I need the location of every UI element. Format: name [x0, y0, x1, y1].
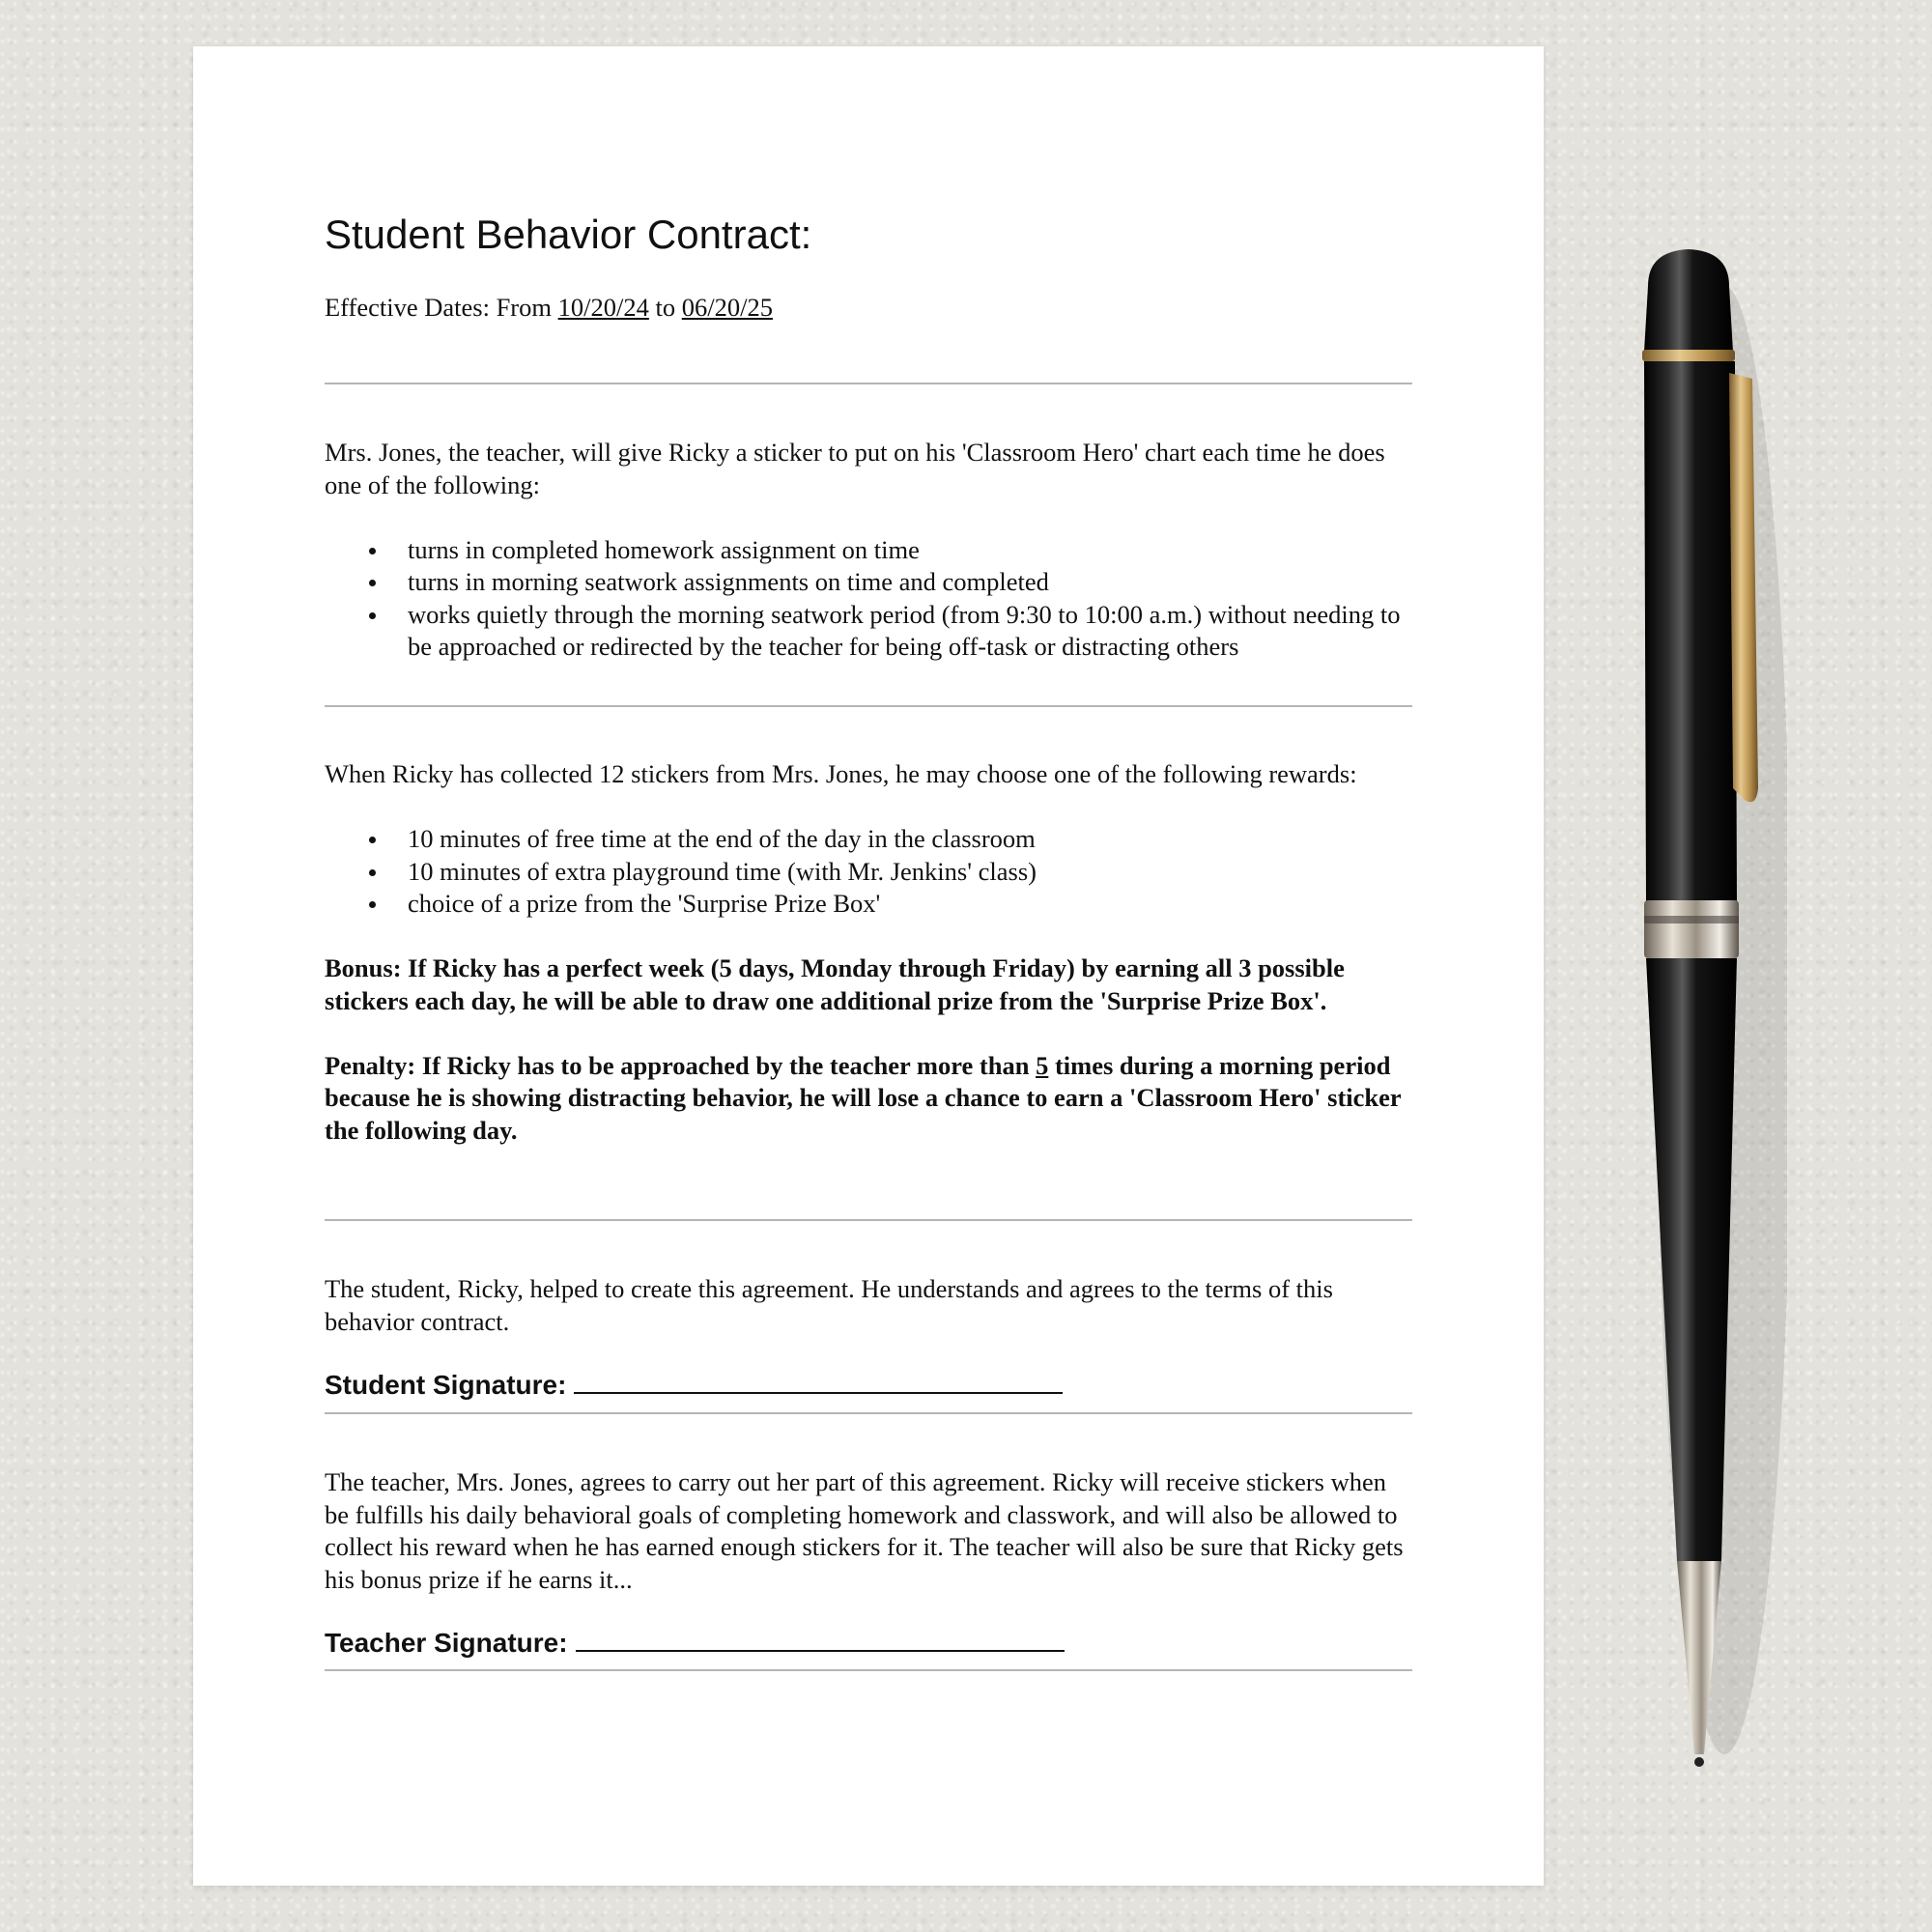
student-signature-label: Student Signature: — [325, 1370, 567, 1400]
penalty-text-after: times during a morning period because he is showing distracting behavior, he will lose a chance to earn a 'Classroom Hero' sticker the following day. — [325, 1050, 1402, 1145]
sticker-section — [325, 437, 1412, 664]
effective-date-from: 10/20/24 — [557, 293, 649, 322]
divider-2 — [325, 705, 1412, 707]
pen-icon — [1633, 247, 1787, 1783]
effective-dates — [325, 292, 773, 325]
divider-5 — [325, 1669, 1412, 1671]
divider-4 — [325, 1412, 1412, 1414]
list-item: works quietly through the morning seatwork period (from 9:30 to 10:00 a.m.) without needing to be approached or redirected by the teacher for being off-task or distracting others — [325, 599, 1412, 664]
penalty-paragraph — [325, 1050, 1412, 1148]
teacher-signature-row — [325, 1627, 1412, 1660]
penalty-text-before: Penalty: If Ricky has to be approached by the teacher more than — [325, 1050, 1037, 1080]
list-item: 10 minutes of extra playground time (with Mr. Jenkins' class) — [325, 856, 1412, 889]
rewards-list — [325, 823, 1412, 921]
list-item: turns in morning seatwork assignments on time and completed — [325, 566, 1412, 599]
penalty-number: 5 — [1036, 1050, 1049, 1080]
rewards-section — [325, 758, 1412, 1147]
teacher-signature-line[interactable] — [576, 1627, 1065, 1652]
student-signature-line[interactable] — [574, 1369, 1063, 1394]
teacher-agreement-section — [325, 1466, 1412, 1660]
effective-date-to: 06/20/25 — [681, 293, 773, 322]
contract-paper — [193, 46, 1544, 1886]
sticker-intro: Mrs. Jones, the teacher, will give Ricky a sticker to put on his 'Classroom Hero' chart each time he does one of the following: — [325, 438, 1385, 499]
student-agreement-text: The student, Ricky, helped to create this agreement. He understands and agrees to the terms of this behavior contract. — [325, 1274, 1333, 1336]
list-item: turns in completed homework assignment on time — [325, 534, 1412, 567]
teacher-signature-label: Teacher Signature: — [325, 1628, 568, 1658]
teacher-agreement-text: The teacher, Mrs. Jones, agrees to carry out her part of this agreement. Ricky will receive stickers when be fulfills his daily behavioral goals of completing homework and classwork, and will also be allowed to collect his reward when he has earned enough stickers for it. The teacher will also be sure that Ricky gets his bonus prize if he earns it... — [325, 1467, 1404, 1594]
divider-3 — [325, 1219, 1412, 1221]
effective-dates-prefix: Effective Dates: From — [325, 293, 558, 322]
list-item: 10 minutes of free time at the end of the day in the classroom — [325, 823, 1412, 856]
student-agreement-section — [325, 1273, 1412, 1402]
bonus-paragraph: Bonus: If Ricky has a perfect week (5 days, Monday through Friday) by earning all 3 possible stickers each day, he will be able to draw one additional prize from the 'Surprise Prize Box'. — [325, 953, 1345, 1015]
student-signature-row — [325, 1369, 1412, 1402]
page-title: Student Behavior Contract: — [325, 212, 812, 257]
effective-dates-middle: to — [648, 293, 682, 322]
divider-1 — [325, 383, 1412, 384]
rewards-intro: When Ricky has collected 12 stickers from Mrs. Jones, he may choose one of the following rewards: — [325, 759, 1357, 788]
list-item: choice of a prize from the 'Surprise Prize Box' — [325, 888, 1412, 921]
sticker-criteria-list — [325, 534, 1412, 664]
